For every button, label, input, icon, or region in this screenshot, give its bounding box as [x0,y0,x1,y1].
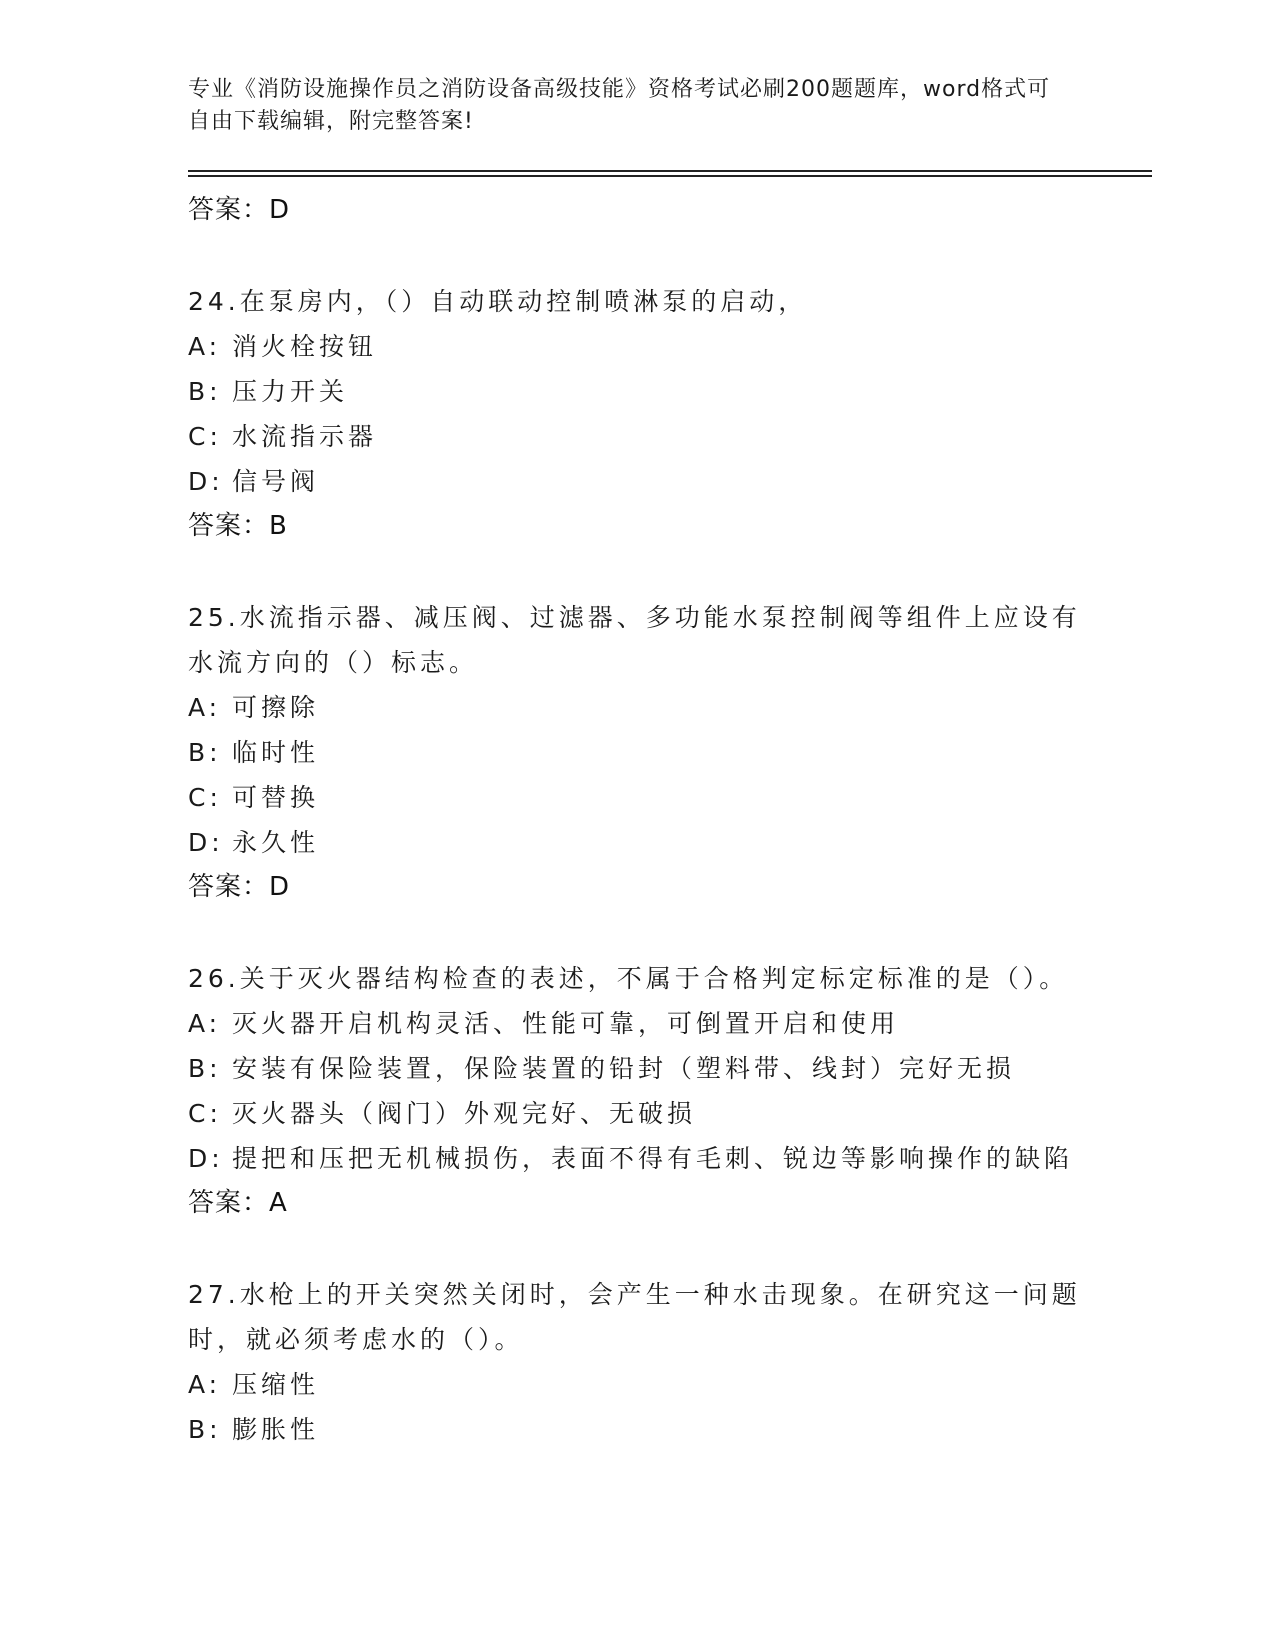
option-d: D: 永久性 [188,828,320,857]
header-rule-bottom [188,175,1152,177]
question-text-cont: 水流方向的（）标志。 [188,648,479,677]
option-c: C: 水流指示器 [188,422,378,451]
option-a: A: 消火栓按钮 [188,332,378,361]
option-a: A: 可擦除 [188,693,320,722]
answer: 答案：B [188,511,288,541]
option-a: A: 灭火器开启机构灵活、性能可靠，可倒置开启和使用 [188,1009,900,1038]
previous-answer: 答案：D [188,195,291,225]
question-27 [188,1272,1088,1452]
option-c: C: 灭火器头（阀门）外观完好、无破损 [188,1099,697,1128]
answer: 答案：D [188,872,291,902]
question-text: 27.水枪上的开关突然关闭时，会产生一种水击现象。在研究这一问题 [188,1280,1081,1309]
option-d: D: 提把和压把无机械损伤，表面不得有毛刺、锐边等影响操作的缺陷 [188,1144,1074,1173]
question-text: 25.水流指示器、减压阀、过滤器、多功能水泵控制阀等组件上应设有 [188,603,1081,632]
question-26 [188,956,1088,1226]
option-b: B: 压力开关 [188,377,349,406]
answer: 答案：A [188,1188,288,1218]
question-25 [188,595,1088,910]
question-text: 26.关于灭火器结构检查的表述，不属于合格判定标定标准的是（）。 [188,964,1069,993]
question-text: 24.在泵房内，（）自动联动控制喷淋泵的启动， [188,287,808,316]
option-b: B: 安装有保险装置，保险装置的铅封（塑料带、线封）完好无损 [188,1054,1016,1083]
question-list [188,188,1088,1452]
option-b: B: 膨胀性 [188,1415,320,1444]
header-rule-top [188,170,1152,172]
question-text-cont: 时，就必须考虑水的（）。 [188,1325,524,1354]
question-24 [188,279,1088,549]
option-b: B: 临时性 [188,738,320,767]
page-header: 专业《消防设施操作员之消防设备高级技能》资格考试必刷200题题库，word格式可自由下载编辑，附完整答案! [188,77,1051,134]
option-c: C: 可替换 [188,783,320,812]
option-d: D: 信号阀 [188,467,320,496]
option-a: A: 压缩性 [188,1370,320,1399]
